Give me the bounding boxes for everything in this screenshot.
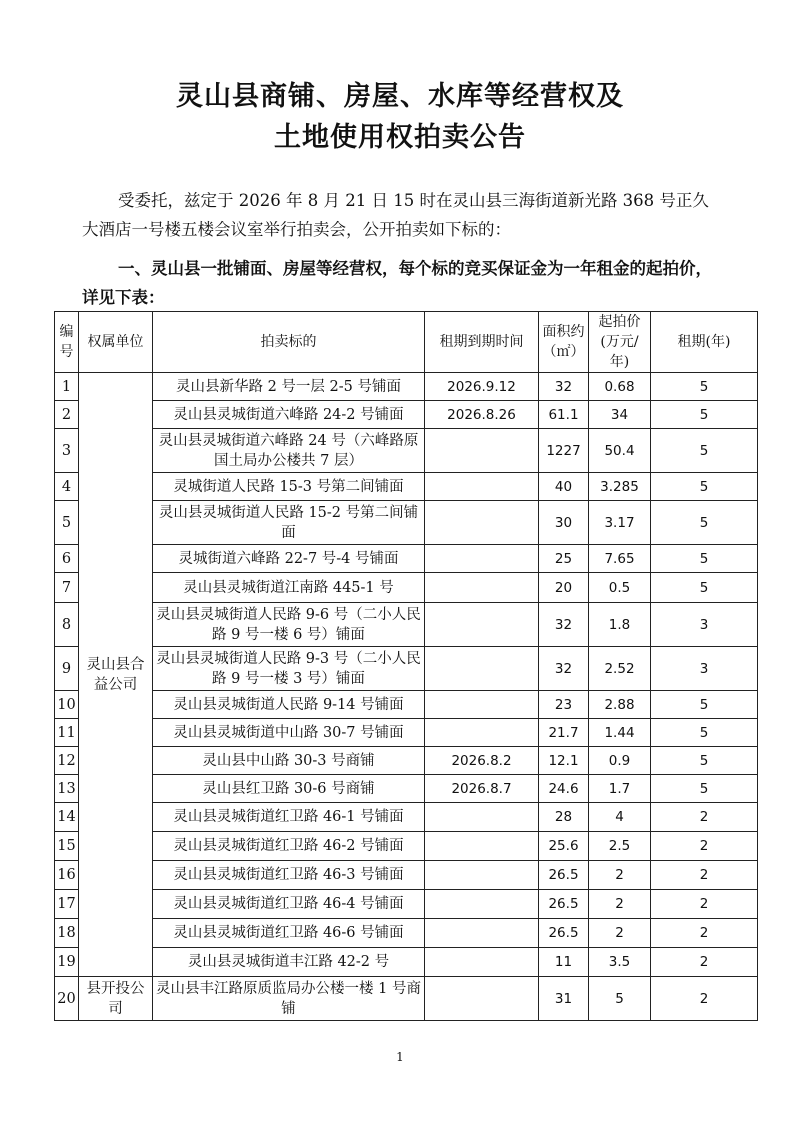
header-price: 起拍价(万元/年) <box>589 312 651 373</box>
cell-item: 灵山县灵城街道红卫路 46-3 号铺面 <box>153 861 425 890</box>
cell-item: 灵山县灵城街道红卫路 46-1 号铺面 <box>153 803 425 832</box>
cell-item: 灵山县新华路 2 号一层 2-5 号铺面 <box>153 373 425 401</box>
cell-no: 6 <box>55 545 79 573</box>
cell-price: 2.5 <box>589 832 651 861</box>
cell-price: 0.9 <box>589 747 651 775</box>
table-row <box>55 401 758 429</box>
cell-owner-hexin: 灵山县合益公司 <box>79 373 153 977</box>
cell-area: 21.7 <box>539 719 589 747</box>
cell-term: 2 <box>651 890 758 919</box>
cell-no: 11 <box>55 719 79 747</box>
cell-price: 3.17 <box>589 501 651 545</box>
cell-expiry <box>425 429 539 473</box>
title-line-1: 灵山县商铺、房屋、水库等经营权及 <box>176 81 624 112</box>
cell-area: 40 <box>539 473 589 501</box>
table-row <box>55 545 758 573</box>
cell-no: 19 <box>55 948 79 977</box>
cell-item: 灵山县灵城街道人民路 9-3 号（二小人民路 9 号一楼 3 号）铺面 <box>153 647 425 691</box>
cell-expiry <box>425 573 539 603</box>
cell-area: 20 <box>539 573 589 603</box>
cell-expiry <box>425 890 539 919</box>
table-row <box>55 429 758 473</box>
header-term: 租期(年) <box>651 312 758 373</box>
cell-expiry: 2026.8.26 <box>425 401 539 429</box>
cell-term: 5 <box>651 501 758 545</box>
table-row <box>55 977 758 1021</box>
cell-term: 3 <box>651 647 758 691</box>
table-row <box>55 647 758 691</box>
cell-price: 1.44 <box>589 719 651 747</box>
cell-price: 1.7 <box>589 775 651 803</box>
cell-expiry <box>425 501 539 545</box>
cell-area: 26.5 <box>539 890 589 919</box>
cell-area: 1227 <box>539 429 589 473</box>
cell-price: 2 <box>589 890 651 919</box>
cell-term: 2 <box>651 977 758 1021</box>
cell-term: 2 <box>651 803 758 832</box>
cell-item: 灵山县灵城街道六峰路 24 号（六峰路原国土局办公楼共 7 层） <box>153 429 425 473</box>
cell-item: 灵山县灵城街道丰江路 42-2 号 <box>153 948 425 977</box>
cell-price: 34 <box>589 401 651 429</box>
auction-table <box>54 311 758 1021</box>
cell-term: 2 <box>651 948 758 977</box>
cell-price: 0.68 <box>589 373 651 401</box>
cell-area: 25.6 <box>539 832 589 861</box>
cell-term: 5 <box>651 373 758 401</box>
header-owner: 权属单位 <box>79 312 153 373</box>
cell-term: 5 <box>651 473 758 501</box>
cell-price: 1.8 <box>589 603 651 647</box>
table-row <box>55 803 758 832</box>
cell-item: 灵山县灵城街道六峰路 24-2 号铺面 <box>153 401 425 429</box>
table-row <box>55 373 758 401</box>
cell-no: 17 <box>55 890 79 919</box>
cell-item: 灵山县灵城街道人民路 15-2 号第二间铺面 <box>153 501 425 545</box>
cell-no: 7 <box>55 573 79 603</box>
header-expiry: 租期到期时间 <box>425 312 539 373</box>
page-number: 1 <box>396 1050 404 1064</box>
cell-item: 灵山县灵城街道红卫路 46-4 号铺面 <box>153 890 425 919</box>
table-row <box>55 832 758 861</box>
cell-price: 2.52 <box>589 647 651 691</box>
cell-expiry: 2026.8.7 <box>425 775 539 803</box>
cell-no: 14 <box>55 803 79 832</box>
cell-item: 灵山县灵城街道中山路 30-7 号铺面 <box>153 719 425 747</box>
cell-no: 8 <box>55 603 79 647</box>
section-1-heading: 一、灵山县一批铺面、房屋等经营权，每个标的竞买保证金为一年租金的起拍价，详见下表： <box>82 259 712 307</box>
header-item: 拍卖标的 <box>153 312 425 373</box>
cell-item: 灵山县丰江路原质监局办公楼一楼 1 号商铺 <box>153 977 425 1021</box>
cell-expiry <box>425 719 539 747</box>
cell-area: 11 <box>539 948 589 977</box>
header-area: 面积约（㎡） <box>539 312 589 373</box>
cell-area: 26.5 <box>539 919 589 948</box>
title-line-2: 土地使用权拍卖公告 <box>274 122 526 153</box>
cell-term: 5 <box>651 747 758 775</box>
cell-term: 5 <box>651 719 758 747</box>
cell-price: 0.5 <box>589 573 651 603</box>
cell-price: 7.65 <box>589 545 651 573</box>
cell-item: 灵山县灵城街道人民路 9-6 号（二小人民路 9 号一楼 6 号）铺面 <box>153 603 425 647</box>
cell-no: 1 <box>55 373 79 401</box>
cell-term: 3 <box>651 603 758 647</box>
table-row <box>55 603 758 647</box>
table-row <box>55 501 758 545</box>
cell-area: 26.5 <box>539 861 589 890</box>
cell-item: 灵城街道六峰路 22-7 号-4 号铺面 <box>153 545 425 573</box>
table-row <box>55 861 758 890</box>
cell-term: 2 <box>651 832 758 861</box>
cell-item: 灵山县红卫路 30-6 号商铺 <box>153 775 425 803</box>
cell-term: 5 <box>651 573 758 603</box>
cell-no: 20 <box>55 977 79 1021</box>
table-body <box>55 373 758 1021</box>
cell-term: 5 <box>651 401 758 429</box>
cell-no: 18 <box>55 919 79 948</box>
table-row <box>55 775 758 803</box>
cell-price: 3.285 <box>589 473 651 501</box>
cell-expiry <box>425 545 539 573</box>
cell-expiry <box>425 861 539 890</box>
cell-item: 灵山县灵城街道人民路 9-14 号铺面 <box>153 691 425 719</box>
cell-no: 3 <box>55 429 79 473</box>
cell-no: 9 <box>55 647 79 691</box>
cell-term: 5 <box>651 775 758 803</box>
cell-area: 32 <box>539 603 589 647</box>
cell-term: 5 <box>651 691 758 719</box>
cell-item: 灵城街道人民路 15-3 号第二间铺面 <box>153 473 425 501</box>
cell-price: 2 <box>589 861 651 890</box>
table-row <box>55 691 758 719</box>
cell-expiry <box>425 832 539 861</box>
cell-price: 5 <box>589 977 651 1021</box>
cell-no: 15 <box>55 832 79 861</box>
header-no: 编号 <box>55 312 79 373</box>
cell-expiry <box>425 803 539 832</box>
cell-area: 61.1 <box>539 401 589 429</box>
cell-no: 12 <box>55 747 79 775</box>
cell-no: 16 <box>55 861 79 890</box>
cell-item: 灵山县灵城街道红卫路 46-2 号铺面 <box>153 832 425 861</box>
cell-no: 2 <box>55 401 79 429</box>
cell-no: 4 <box>55 473 79 501</box>
cell-area: 25 <box>539 545 589 573</box>
cell-expiry <box>425 473 539 501</box>
cell-expiry <box>425 647 539 691</box>
cell-area: 32 <box>539 647 589 691</box>
cell-price: 2 <box>589 919 651 948</box>
cell-area: 28 <box>539 803 589 832</box>
cell-no: 10 <box>55 691 79 719</box>
table-row <box>55 573 758 603</box>
table-header-row <box>55 312 758 373</box>
cell-term: 2 <box>651 861 758 890</box>
cell-price: 2.88 <box>589 691 651 719</box>
table-row <box>55 948 758 977</box>
cell-area: 12.1 <box>539 747 589 775</box>
cell-area: 24.6 <box>539 775 589 803</box>
cell-expiry <box>425 919 539 948</box>
cell-no: 13 <box>55 775 79 803</box>
table-row <box>55 473 758 501</box>
cell-term: 5 <box>651 429 758 473</box>
table-row <box>55 747 758 775</box>
cell-owner-kaitou: 县开投公司 <box>79 977 153 1021</box>
cell-area: 23 <box>539 691 589 719</box>
cell-expiry <box>425 603 539 647</box>
cell-expiry <box>425 977 539 1021</box>
cell-item: 灵山县中山路 30-3 号商铺 <box>153 747 425 775</box>
cell-expiry <box>425 691 539 719</box>
intro-paragraph: 受委托，兹定于 2026 年 8 月 21 日 15 时在灵山县三海街道新光路 368 号正久大酒店一号楼五楼会议室举行拍卖会，公开拍卖如下标的： <box>82 191 709 239</box>
cell-area: 32 <box>539 373 589 401</box>
cell-expiry <box>425 948 539 977</box>
cell-price: 50.4 <box>589 429 651 473</box>
table-row <box>55 719 758 747</box>
cell-term: 5 <box>651 545 758 573</box>
table-row <box>55 890 758 919</box>
cell-expiry: 2026.9.12 <box>425 373 539 401</box>
cell-term: 2 <box>651 919 758 948</box>
cell-area: 31 <box>539 977 589 1021</box>
cell-item: 灵山县灵城街道江南路 445-1 号 <box>153 573 425 603</box>
cell-price: 4 <box>589 803 651 832</box>
cell-area: 30 <box>539 501 589 545</box>
cell-price: 3.5 <box>589 948 651 977</box>
table-row <box>55 919 758 948</box>
cell-no: 5 <box>55 501 79 545</box>
cell-item: 灵山县灵城街道红卫路 46-6 号铺面 <box>153 919 425 948</box>
cell-expiry: 2026.8.2 <box>425 747 539 775</box>
